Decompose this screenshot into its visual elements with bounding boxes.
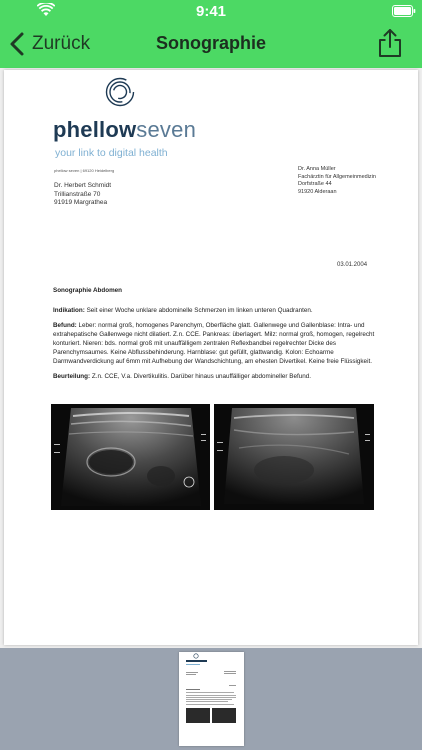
indication-label: Indikation: — [53, 307, 85, 314]
status-bar — [0, 0, 422, 22]
report-body — [53, 286, 375, 387]
thumbnail-strip — [0, 648, 422, 750]
concentric-circles-logo — [105, 77, 135, 107]
doctor-name: Dr. Anna Müller — [298, 166, 336, 172]
share-icon[interactable] — [377, 28, 403, 58]
assessment-label: Beurteilung: — [53, 373, 91, 380]
findings-paragraph — [53, 321, 375, 366]
logo-word-bold: phellow — [53, 117, 137, 142]
findings-label: Befund: — [53, 322, 77, 329]
recipient-street: Trillianstraße 70 — [54, 190, 101, 198]
ultrasound-image — [214, 404, 374, 510]
assessment-paragraph — [53, 372, 375, 381]
logo-word-light: seven — [136, 117, 197, 142]
doctor-title: Fachärztin für Allgemeinmedizin — [298, 173, 376, 180]
page-title: Sonographie — [155, 33, 266, 53]
indication-text: Seit einer Woche unklare abdominelle Schmerzen im linken unteren Quadranten. — [84, 307, 313, 314]
ultrasound-image — [51, 404, 210, 510]
status-time: 9:41 — [195, 3, 227, 20]
back-label: Zurück — [32, 33, 91, 54]
report-heading: Sonographie Abdomen — [53, 287, 123, 294]
recipient-name: Dr. Herbert Schmidt — [54, 182, 112, 189]
indication-paragraph — [53, 306, 375, 315]
document-viewer[interactable] — [0, 68, 422, 648]
document-date: 03.01.2004 — [337, 262, 368, 268]
logo-tagline: your link to digital health — [55, 147, 168, 159]
sender-line: phellow seven | 69120 Heidelberg — [54, 168, 115, 173]
recipient-address — [54, 182, 111, 208]
page-thumbnail[interactable] — [179, 652, 244, 746]
doctor-address — [298, 166, 376, 196]
battery-icon — [392, 5, 416, 17]
document-page — [4, 70, 418, 645]
app-header — [0, 0, 422, 68]
logo-wordmark — [53, 117, 196, 143]
assessment-text: Z.n. CCE, V.a. Divertikulitis. Darüber hinaus unauffälliger abdomineller Befund. — [90, 373, 311, 380]
nav-bar — [0, 22, 422, 66]
recipient-city: 91919 Margrathea — [54, 199, 108, 206]
doctor-street: Dorfstraße 44 — [298, 181, 332, 187]
doctor-city: 91920 Alderaan — [298, 188, 337, 195]
findings-text: Leber: normal groß, homogenes Parenchym, Oberfläche glatt. Gallenwege und Gallenblase: Intra- und extrahepatische Gallenwege nicht dilatiert. Z.n. CCE. Pankreas: überlagert. Milz: normal groß, homogen, regelrecht konturiert. Nieren: bds. normal groß mit unauffälligem zentralen Reflexbandbei regelrechter Dicke des Parenchymsaumes. Keine Abflussbehinderung. Harnblase: gut gefüllt, glattwandig. Kolon: Echoarme Darmwandverdickung auf 6mm mit Aufhebung der Wandschichtung, am ehesten Divertikel. Keine freie Flüssigkeit. — [53, 322, 375, 365]
